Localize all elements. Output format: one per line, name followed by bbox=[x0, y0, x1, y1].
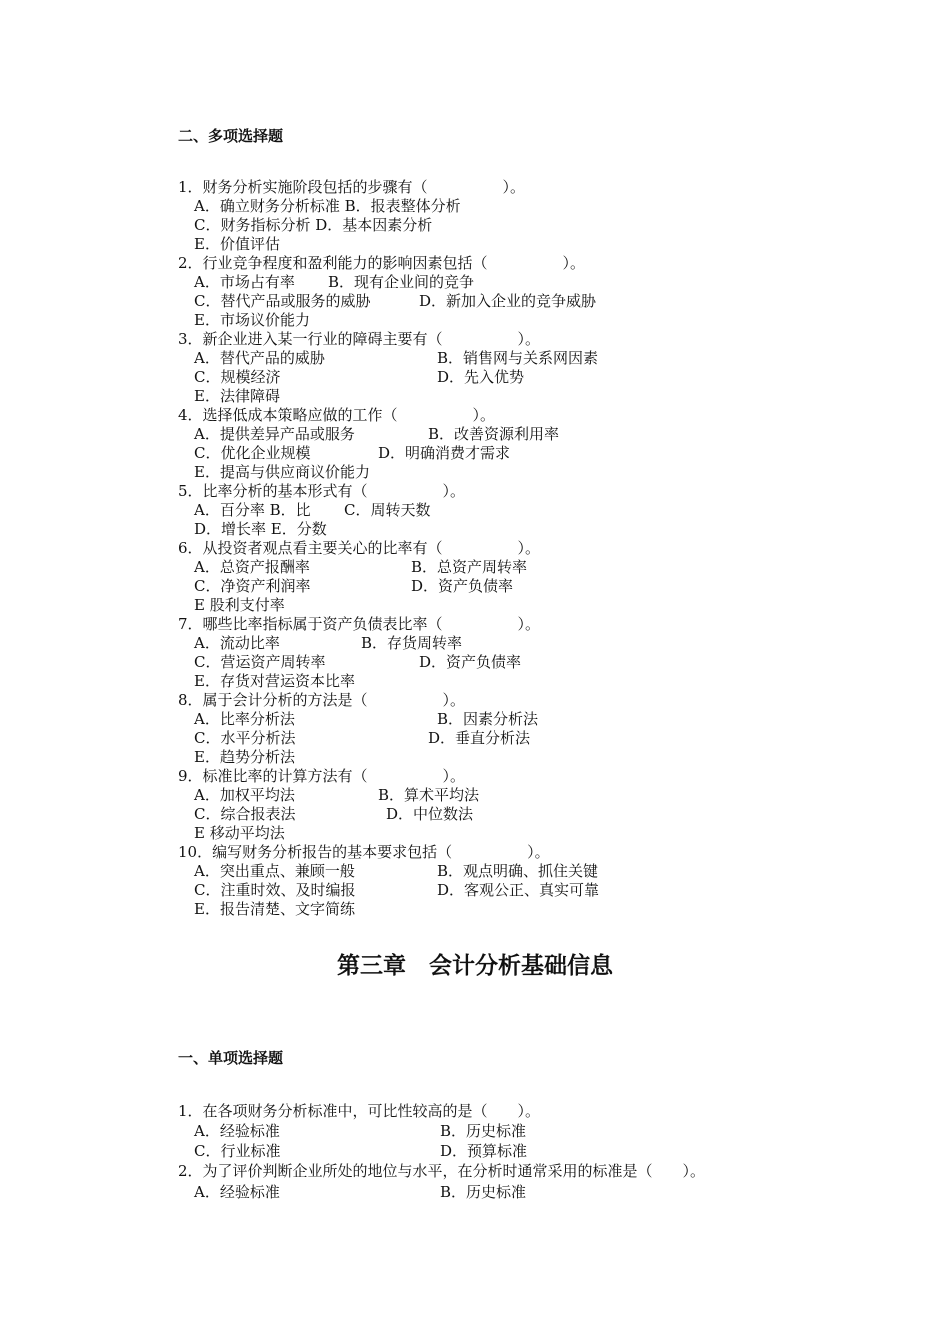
chapter-title: 第三章 会计分析基础信息 bbox=[337, 953, 613, 979]
question-stem: 3．新企业进入某一行业的障碍主要有（ ）。 bbox=[178, 330, 541, 348]
option-a: A．加权平均法 bbox=[194, 786, 295, 804]
option-a: A．比率分析法 bbox=[194, 710, 295, 728]
option-e: E．法律障碍 bbox=[194, 387, 280, 405]
option-a: A．突出重点、兼顾一般 bbox=[194, 862, 355, 880]
question-stem: 1．财务分析实施阶段包括的步骤有（ ）。 bbox=[178, 178, 526, 196]
question-stem: 6．从投资者观点看主要关心的比率有（ ）。 bbox=[178, 539, 541, 557]
option-d: D．新加入企业的竞争威胁 bbox=[419, 292, 597, 310]
option-c: C．营运资产周转率 bbox=[194, 653, 326, 671]
option-b: B．历史标准 bbox=[440, 1122, 527, 1140]
option-a: A．流动比率 bbox=[194, 634, 280, 652]
option-b: B．历史标准 bbox=[440, 1183, 527, 1201]
option-line: A．百分率 B．比 bbox=[194, 501, 311, 519]
option-a: A．经验标准 bbox=[194, 1122, 280, 1140]
option-c: C．替代产品或服务的威胁 bbox=[194, 292, 371, 310]
option-e: E 股利支付率 bbox=[194, 596, 285, 614]
option-a: A．经验标准 bbox=[194, 1183, 280, 1201]
option-b: B．观点明确、抓住关键 bbox=[437, 862, 599, 880]
option-d: D．先入优势 bbox=[437, 368, 525, 386]
option-d: D．明确消费才需求 bbox=[378, 444, 511, 462]
option-a: A．总资产报酬率 bbox=[194, 558, 310, 576]
question-stem: 9．标准比率的计算方法有（ ）。 bbox=[178, 767, 466, 785]
question-stem: 2．行业竞争程度和盈利能力的影响因素包括（ ）。 bbox=[178, 254, 586, 272]
option-b: B．现有企业间的竞争 bbox=[328, 273, 475, 291]
question-stem: 2．为了评价判断企业所处的地位与水平，在分析时通常采用的标准是（ ）。 bbox=[178, 1162, 706, 1180]
option-line: C．财务指标分析 D．基本因素分析 bbox=[194, 216, 433, 234]
question-stem: 7．哪些比率指标属于资产负债表比率（ ）。 bbox=[178, 615, 541, 633]
section-title-single-choice: 一、单项选择题 bbox=[178, 1049, 284, 1067]
option-c: C．净资产利润率 bbox=[194, 577, 311, 595]
question-stem: 10．编写财务分析报告的基本要求包括（ ）。 bbox=[178, 843, 550, 861]
option-b: B．存货周转率 bbox=[361, 634, 463, 652]
option-d: D．客观公正、真实可靠 bbox=[437, 881, 600, 899]
option-e: E 移动平均法 bbox=[194, 824, 285, 842]
option-b: B．因素分析法 bbox=[437, 710, 539, 728]
option-b: B．算术平均法 bbox=[378, 786, 480, 804]
question-stem: 5．比率分析的基本形式有（ ）。 bbox=[178, 482, 466, 500]
option-d: D．中位数法 bbox=[386, 805, 474, 823]
option-e: E．市场议价能力 bbox=[194, 311, 310, 329]
option-c: C．规模经济 bbox=[194, 368, 281, 386]
option-d: D．资产负债率 bbox=[411, 577, 514, 595]
option-b: B．销售网与关系网因素 bbox=[437, 349, 599, 367]
option-e: E．报告清楚、文字简练 bbox=[194, 900, 355, 918]
option-e: E．提高与供应商议价能力 bbox=[194, 463, 370, 481]
section-title-multiple-choice: 二、多项选择题 bbox=[178, 127, 284, 145]
question-stem: 1．在各项财务分析标准中，可比性较高的是（ ）。 bbox=[178, 1102, 541, 1120]
option-c: C．行业标准 bbox=[194, 1142, 281, 1160]
option-d: D．资产负债率 bbox=[419, 653, 522, 671]
option-b: B．总资产周转率 bbox=[411, 558, 528, 576]
option-d: D．垂直分析法 bbox=[428, 729, 531, 747]
option-c: C．水平分析法 bbox=[194, 729, 296, 747]
option-e: E．价值评估 bbox=[194, 235, 280, 253]
option-d: D．预算标准 bbox=[440, 1142, 528, 1160]
option-a: A．市场占有率 bbox=[194, 273, 295, 291]
option-a: A．提供差异产品或服务 bbox=[194, 425, 355, 443]
option-line: D．增长率 E．分数 bbox=[194, 520, 327, 538]
option-b: B．改善资源利用率 bbox=[428, 425, 560, 443]
option-e: E．趋势分析法 bbox=[194, 748, 295, 766]
option-e: E．存货对营运资本比率 bbox=[194, 672, 355, 690]
option-c: C．优化企业规模 bbox=[194, 444, 311, 462]
option-line: A．确立财务分析标准 B．报表整体分析 bbox=[194, 197, 461, 215]
option-c: C．周转天数 bbox=[344, 501, 431, 519]
option-c: C．注重时效、及时编报 bbox=[194, 881, 356, 899]
question-stem: 8．属于会计分析的方法是（ ）。 bbox=[178, 691, 466, 709]
option-a: A．替代产品的威胁 bbox=[194, 349, 325, 367]
question-stem: 4．选择低成本策略应做的工作（ ）。 bbox=[178, 406, 496, 424]
option-c: C．综合报表法 bbox=[194, 805, 296, 823]
